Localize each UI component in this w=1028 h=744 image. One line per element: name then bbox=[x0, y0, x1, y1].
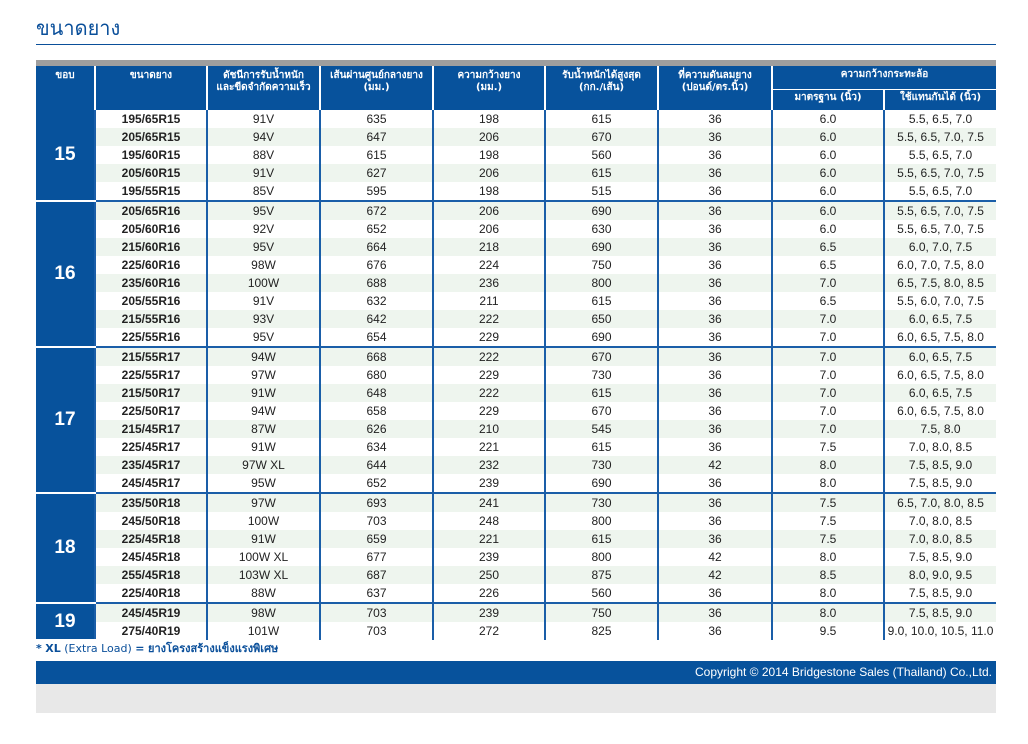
cell-size: 195/65R15 bbox=[95, 110, 207, 128]
cell-pressure: 36 bbox=[658, 182, 772, 201]
table-row bbox=[36, 256, 996, 274]
col-header-width: ความกว้างยาง (มม.) bbox=[433, 66, 545, 110]
cell-pressure: 42 bbox=[658, 456, 772, 474]
cell-rim-alt: 5.5, 6.5, 7.0, 7.5 bbox=[884, 128, 996, 146]
cell-rim-alt: 5.5, 6.5, 7.0, 7.5 bbox=[884, 201, 996, 220]
cell-size: 215/60R16 bbox=[95, 238, 207, 256]
cell-rim-alt: 6.0, 6.5, 7.5, 8.0 bbox=[884, 328, 996, 347]
cell-rim-std: 8.0 bbox=[772, 474, 884, 493]
cell-diameter: 637 bbox=[320, 584, 433, 603]
cell-size: 255/45R18 bbox=[95, 566, 207, 584]
cell-load-index: 87W bbox=[207, 420, 320, 438]
cell-load-index: 95V bbox=[207, 238, 320, 256]
cell-rim-alt: 6.0, 7.0, 7.5, 8.0 bbox=[884, 256, 996, 274]
cell-pressure: 36 bbox=[658, 256, 772, 274]
cell-max-load: 615 bbox=[545, 438, 658, 456]
cell-width: 211 bbox=[433, 292, 545, 310]
cell-width: 229 bbox=[433, 366, 545, 384]
cell-max-load: 875 bbox=[545, 566, 658, 584]
cell-load-index: 94V bbox=[207, 128, 320, 146]
table-row bbox=[36, 328, 996, 347]
table-row bbox=[36, 310, 996, 328]
cell-rim-alt: 5.5, 6.5, 7.0 bbox=[884, 146, 996, 164]
cell-max-load: 545 bbox=[545, 420, 658, 438]
cell-diameter: 626 bbox=[320, 420, 433, 438]
table-row bbox=[36, 530, 996, 548]
cell-load-index: 95V bbox=[207, 328, 320, 347]
cell-size: 205/65R15 bbox=[95, 128, 207, 146]
cell-size: 235/60R16 bbox=[95, 274, 207, 292]
cell-rim-alt: 6.0, 6.5, 7.5, 8.0 bbox=[884, 402, 996, 420]
cell-width: 206 bbox=[433, 220, 545, 238]
cell-rim-alt: 6.0, 7.0, 7.5 bbox=[884, 238, 996, 256]
table-row bbox=[36, 493, 996, 512]
cell-size: 215/50R17 bbox=[95, 384, 207, 402]
cell-max-load: 825 bbox=[545, 622, 658, 640]
cell-width: 250 bbox=[433, 566, 545, 584]
cell-diameter: 703 bbox=[320, 603, 433, 622]
cell-max-load: 615 bbox=[545, 384, 658, 402]
cell-pressure: 36 bbox=[658, 310, 772, 328]
cell-rim-alt: 6.5, 7.0, 8.0, 8.5 bbox=[884, 493, 996, 512]
cell-rim-std: 9.5 bbox=[772, 622, 884, 640]
cell-rim-alt: 5.5, 6.5, 7.0 bbox=[884, 182, 996, 201]
col-header-load-index: ดัชนีการรับน้ำหนัก และขีดจำกัดความเร็ว bbox=[207, 66, 320, 110]
note-xl: XL bbox=[45, 642, 61, 655]
note-equals: = bbox=[135, 642, 145, 655]
cell-max-load: 615 bbox=[545, 110, 658, 128]
cell-load-index: 88V bbox=[207, 146, 320, 164]
cell-rim-alt: 6.0, 6.5, 7.5 bbox=[884, 347, 996, 366]
footer-bar bbox=[36, 661, 996, 684]
cell-load-index: 97W bbox=[207, 493, 320, 512]
cell-load-index: 91W bbox=[207, 530, 320, 548]
cell-pressure: 36 bbox=[658, 530, 772, 548]
cell-pressure: 36 bbox=[658, 220, 772, 238]
cell-width: 229 bbox=[433, 328, 545, 347]
cell-rim-std: 7.0 bbox=[772, 347, 884, 366]
cell-diameter: 703 bbox=[320, 512, 433, 530]
cell-size: 275/40R19 bbox=[95, 622, 207, 640]
cell-max-load: 800 bbox=[545, 548, 658, 566]
cell-load-index: 91V bbox=[207, 164, 320, 182]
table-row bbox=[36, 292, 996, 310]
cell-rim-std: 8.5 bbox=[772, 566, 884, 584]
cell-width: 239 bbox=[433, 548, 545, 566]
cell-rim-std: 6.0 bbox=[772, 110, 884, 128]
cell-max-load: 615 bbox=[545, 530, 658, 548]
cell-max-load: 730 bbox=[545, 493, 658, 512]
cell-width: 272 bbox=[433, 622, 545, 640]
cell-max-load: 800 bbox=[545, 512, 658, 530]
cell-max-load: 560 bbox=[545, 584, 658, 603]
cell-width: 241 bbox=[433, 493, 545, 512]
cell-max-load: 730 bbox=[545, 456, 658, 474]
cell-load-index: 95V bbox=[207, 201, 320, 220]
cell-pressure: 36 bbox=[658, 292, 772, 310]
cell-pressure: 36 bbox=[658, 274, 772, 292]
cell-diameter: 615 bbox=[320, 146, 433, 164]
table-row bbox=[36, 128, 996, 146]
cell-pressure: 36 bbox=[658, 201, 772, 220]
cell-pressure: 36 bbox=[658, 238, 772, 256]
cell-width: 206 bbox=[433, 164, 545, 182]
cell-size: 205/60R16 bbox=[95, 220, 207, 238]
cell-pressure: 42 bbox=[658, 566, 772, 584]
cell-width: 222 bbox=[433, 310, 545, 328]
cell-size: 205/55R16 bbox=[95, 292, 207, 310]
cell-rim-std: 7.5 bbox=[772, 530, 884, 548]
cell-load-index: 98W bbox=[207, 256, 320, 274]
table-row bbox=[36, 402, 996, 420]
cell-rim-std: 7.0 bbox=[772, 384, 884, 402]
cell-load-index: 91W bbox=[207, 438, 320, 456]
footer-gray-bar bbox=[36, 684, 996, 713]
table-row bbox=[36, 566, 996, 584]
table-row bbox=[36, 603, 996, 622]
cell-diameter: 703 bbox=[320, 622, 433, 640]
cell-max-load: 670 bbox=[545, 402, 658, 420]
table-row bbox=[36, 182, 996, 201]
cell-size: 215/55R16 bbox=[95, 310, 207, 328]
cell-width: 222 bbox=[433, 347, 545, 366]
cell-width: 198 bbox=[433, 110, 545, 128]
cell-max-load: 670 bbox=[545, 347, 658, 366]
cell-pressure: 42 bbox=[658, 548, 772, 566]
cell-pressure: 36 bbox=[658, 512, 772, 530]
cell-pressure: 36 bbox=[658, 146, 772, 164]
cell-pressure: 36 bbox=[658, 622, 772, 640]
col-header-rim-alt: ใช้แทนกันได้ (นิ้ว) bbox=[884, 90, 996, 110]
cell-width: 248 bbox=[433, 512, 545, 530]
table-row bbox=[36, 238, 996, 256]
cell-load-index: 91W bbox=[207, 384, 320, 402]
cell-rim-alt: 6.0, 6.5, 7.5 bbox=[884, 310, 996, 328]
table-row bbox=[36, 220, 996, 238]
note-extra-load: (Extra Load) bbox=[64, 642, 132, 655]
table-row bbox=[36, 347, 996, 366]
cell-rim-alt: 8.0, 9.0, 9.5 bbox=[884, 566, 996, 584]
table-row bbox=[36, 366, 996, 384]
cell-rim-std: 6.0 bbox=[772, 164, 884, 182]
cell-pressure: 36 bbox=[658, 584, 772, 603]
cell-diameter: 693 bbox=[320, 493, 433, 512]
cell-max-load: 690 bbox=[545, 328, 658, 347]
cell-rim-std: 8.0 bbox=[772, 603, 884, 622]
cell-size: 195/60R15 bbox=[95, 146, 207, 164]
cell-size: 245/45R17 bbox=[95, 474, 207, 493]
cell-rim-alt: 9.0, 10.0, 10.5, 11.0 bbox=[884, 622, 996, 640]
cell-size: 195/55R15 bbox=[95, 182, 207, 201]
cell-diameter: 642 bbox=[320, 310, 433, 328]
cell-rim-std: 7.0 bbox=[772, 310, 884, 328]
cell-load-index: 92V bbox=[207, 220, 320, 238]
cell-load-index: 85V bbox=[207, 182, 320, 201]
cell-load-index: 93V bbox=[207, 310, 320, 328]
cell-rim-std: 6.5 bbox=[772, 238, 884, 256]
cell-load-index: 91V bbox=[207, 110, 320, 128]
col-header-max-load: รับน้ำหนักได้สูงสุด (กก./เส้น) bbox=[545, 66, 658, 110]
cell-pressure: 36 bbox=[658, 402, 772, 420]
cell-rim-alt: 7.0, 8.0, 8.5 bbox=[884, 512, 996, 530]
table-row bbox=[36, 548, 996, 566]
cell-rim-alt: 7.5, 8.5, 9.0 bbox=[884, 584, 996, 603]
cell-diameter: 647 bbox=[320, 128, 433, 146]
cell-size: 225/55R16 bbox=[95, 328, 207, 347]
cell-max-load: 615 bbox=[545, 164, 658, 182]
cell-size: 225/50R17 bbox=[95, 402, 207, 420]
table-row bbox=[36, 146, 996, 164]
cell-diameter: 688 bbox=[320, 274, 433, 292]
cell-max-load: 750 bbox=[545, 256, 658, 274]
cell-width: 206 bbox=[433, 201, 545, 220]
cell-width: 221 bbox=[433, 530, 545, 548]
col-header-rim-std: มาตรฐาน (นิ้ว) bbox=[772, 90, 884, 110]
cell-size: 205/65R16 bbox=[95, 201, 207, 220]
cell-pressure: 36 bbox=[658, 603, 772, 622]
cell-diameter: 635 bbox=[320, 110, 433, 128]
table-row bbox=[36, 420, 996, 438]
cell-rim-std: 6.5 bbox=[772, 256, 884, 274]
col-header-rim-width: ความกว้างกระทะล้อ bbox=[772, 66, 996, 90]
cell-load-index: 101W bbox=[207, 622, 320, 640]
cell-rim-alt: 7.5, 8.5, 9.0 bbox=[884, 548, 996, 566]
cell-diameter: 672 bbox=[320, 201, 433, 220]
cell-rim-alt: 6.5, 7.5, 8.0, 8.5 bbox=[884, 274, 996, 292]
cell-diameter: 652 bbox=[320, 220, 433, 238]
cell-max-load: 690 bbox=[545, 201, 658, 220]
cell-rim-std: 6.0 bbox=[772, 220, 884, 238]
cell-diameter: 644 bbox=[320, 456, 433, 474]
cell-size: 215/55R17 bbox=[95, 347, 207, 366]
rim-size-cell: 18 bbox=[36, 493, 95, 603]
copyright-text: Copyright © 2014 Bridgestone Sales (Thailand) Co.,Ltd. bbox=[694, 665, 992, 679]
cell-load-index: 100W bbox=[207, 274, 320, 292]
cell-rim-std: 7.5 bbox=[772, 493, 884, 512]
cell-rim-alt: 5.5, 6.5, 7.0 bbox=[884, 110, 996, 128]
cell-max-load: 515 bbox=[545, 182, 658, 201]
cell-load-index: 94W bbox=[207, 402, 320, 420]
cell-diameter: 676 bbox=[320, 256, 433, 274]
cell-rim-alt: 7.5, 8.5, 9.0 bbox=[884, 474, 996, 493]
cell-size: 225/60R16 bbox=[95, 256, 207, 274]
cell-pressure: 36 bbox=[658, 128, 772, 146]
cell-size: 245/50R18 bbox=[95, 512, 207, 530]
cell-width: 206 bbox=[433, 128, 545, 146]
rim-size-cell: 19 bbox=[36, 603, 95, 640]
cell-width: 222 bbox=[433, 384, 545, 402]
cell-rim-alt: 5.5, 6.5, 7.0, 7.5 bbox=[884, 164, 996, 182]
cell-pressure: 36 bbox=[658, 347, 772, 366]
cell-rim-alt: 6.0, 6.5, 7.5 bbox=[884, 384, 996, 402]
table-body bbox=[36, 110, 996, 640]
cell-diameter: 659 bbox=[320, 530, 433, 548]
table-row bbox=[36, 584, 996, 603]
cell-rim-alt: 6.0, 6.5, 7.5, 8.0 bbox=[884, 366, 996, 384]
cell-size: 205/60R15 bbox=[95, 164, 207, 182]
table-row bbox=[36, 474, 996, 493]
cell-diameter: 680 bbox=[320, 366, 433, 384]
table-row bbox=[36, 201, 996, 220]
cell-load-index: 88W bbox=[207, 584, 320, 603]
cell-max-load: 690 bbox=[545, 238, 658, 256]
cell-load-index: 94W bbox=[207, 347, 320, 366]
cell-rim-std: 6.0 bbox=[772, 146, 884, 164]
cell-load-index: 97W XL bbox=[207, 456, 320, 474]
cell-rim-std: 7.5 bbox=[772, 438, 884, 456]
rim-size-cell: 17 bbox=[36, 347, 95, 493]
cell-rim-std: 7.0 bbox=[772, 366, 884, 384]
tire-size-table bbox=[36, 66, 996, 641]
cell-rim-std: 7.0 bbox=[772, 328, 884, 347]
cell-diameter: 595 bbox=[320, 182, 433, 201]
cell-diameter: 664 bbox=[320, 238, 433, 256]
cell-load-index: 97W bbox=[207, 366, 320, 384]
cell-diameter: 654 bbox=[320, 328, 433, 347]
table-row bbox=[36, 274, 996, 292]
cell-size: 245/45R18 bbox=[95, 548, 207, 566]
cell-diameter: 677 bbox=[320, 548, 433, 566]
cell-max-load: 630 bbox=[545, 220, 658, 238]
cell-rim-std: 7.5 bbox=[772, 512, 884, 530]
cell-size: 245/45R19 bbox=[95, 603, 207, 622]
cell-diameter: 658 bbox=[320, 402, 433, 420]
title-divider bbox=[36, 44, 996, 45]
cell-max-load: 560 bbox=[545, 146, 658, 164]
cell-rim-alt: 7.5, 8.5, 9.0 bbox=[884, 456, 996, 474]
cell-width: 198 bbox=[433, 182, 545, 201]
cell-max-load: 670 bbox=[545, 128, 658, 146]
col-header-size: ขนาดยาง bbox=[95, 66, 207, 110]
cell-width: 239 bbox=[433, 474, 545, 493]
cell-rim-std: 8.0 bbox=[772, 548, 884, 566]
cell-load-index: 95W bbox=[207, 474, 320, 493]
table-row bbox=[36, 110, 996, 128]
cell-width: 198 bbox=[433, 146, 545, 164]
cell-size: 215/45R17 bbox=[95, 420, 207, 438]
rim-size-cell: 15 bbox=[36, 110, 95, 201]
col-header-rim: ขอบ bbox=[36, 66, 95, 110]
cell-pressure: 36 bbox=[658, 328, 772, 347]
note-meaning: ยางโครงสร้างแข็งแรงพิเศษ bbox=[148, 642, 279, 655]
table-row bbox=[36, 622, 996, 640]
cell-diameter: 668 bbox=[320, 347, 433, 366]
cell-size: 225/40R18 bbox=[95, 584, 207, 603]
table-row bbox=[36, 164, 996, 182]
cell-rim-alt: 5.5, 6.0, 7.0, 7.5 bbox=[884, 292, 996, 310]
page-title: ขนาดยาง bbox=[36, 16, 121, 40]
table-row bbox=[36, 438, 996, 456]
cell-size: 225/45R17 bbox=[95, 438, 207, 456]
cell-max-load: 615 bbox=[545, 292, 658, 310]
cell-size: 225/45R18 bbox=[95, 530, 207, 548]
cell-width: 224 bbox=[433, 256, 545, 274]
cell-size: 235/50R18 bbox=[95, 493, 207, 512]
cell-rim-std: 8.0 bbox=[772, 456, 884, 474]
cell-rim-std: 6.0 bbox=[772, 201, 884, 220]
cell-diameter: 634 bbox=[320, 438, 433, 456]
cell-max-load: 650 bbox=[545, 310, 658, 328]
cell-rim-alt: 5.5, 6.5, 7.0, 7.5 bbox=[884, 220, 996, 238]
cell-load-index: 103W XL bbox=[207, 566, 320, 584]
cell-rim-std: 8.0 bbox=[772, 584, 884, 603]
cell-rim-std: 6.0 bbox=[772, 182, 884, 201]
cell-load-index: 98W bbox=[207, 603, 320, 622]
cell-size: 225/55R17 bbox=[95, 366, 207, 384]
cell-rim-std: 7.0 bbox=[772, 420, 884, 438]
cell-load-index: 100W bbox=[207, 512, 320, 530]
cell-size: 235/45R17 bbox=[95, 456, 207, 474]
cell-load-index: 91V bbox=[207, 292, 320, 310]
cell-width: 210 bbox=[433, 420, 545, 438]
cell-rim-alt: 7.5, 8.5, 9.0 bbox=[884, 603, 996, 622]
col-header-diameter: เส้นผ่านศูนย์กลางยาง (มม.) bbox=[320, 66, 433, 110]
cell-width: 229 bbox=[433, 402, 545, 420]
cell-rim-std: 6.5 bbox=[772, 292, 884, 310]
footnote bbox=[36, 639, 278, 657]
cell-max-load: 750 bbox=[545, 603, 658, 622]
cell-load-index: 100W XL bbox=[207, 548, 320, 566]
cell-pressure: 36 bbox=[658, 164, 772, 182]
cell-pressure: 36 bbox=[658, 493, 772, 512]
cell-rim-std: 7.0 bbox=[772, 274, 884, 292]
cell-pressure: 36 bbox=[658, 420, 772, 438]
cell-rim-std: 7.0 bbox=[772, 402, 884, 420]
cell-width: 221 bbox=[433, 438, 545, 456]
cell-width: 232 bbox=[433, 456, 545, 474]
cell-width: 236 bbox=[433, 274, 545, 292]
note-star: * bbox=[36, 642, 42, 655]
col-header-pressure: ที่ความดันลมยาง (ปอนด์/ตร.นิ้ว) bbox=[658, 66, 772, 110]
cell-diameter: 632 bbox=[320, 292, 433, 310]
cell-pressure: 36 bbox=[658, 110, 772, 128]
cell-max-load: 690 bbox=[545, 474, 658, 493]
cell-width: 226 bbox=[433, 584, 545, 603]
cell-rim-alt: 7.0, 8.0, 8.5 bbox=[884, 438, 996, 456]
cell-rim-alt: 7.0, 8.0, 8.5 bbox=[884, 530, 996, 548]
cell-diameter: 627 bbox=[320, 164, 433, 182]
cell-rim-alt: 7.5, 8.0 bbox=[884, 420, 996, 438]
table-row bbox=[36, 512, 996, 530]
table-row bbox=[36, 456, 996, 474]
cell-pressure: 36 bbox=[658, 474, 772, 493]
cell-max-load: 730 bbox=[545, 366, 658, 384]
cell-max-load: 800 bbox=[545, 274, 658, 292]
cell-rim-std: 6.0 bbox=[772, 128, 884, 146]
cell-diameter: 648 bbox=[320, 384, 433, 402]
cell-pressure: 36 bbox=[658, 366, 772, 384]
cell-width: 218 bbox=[433, 238, 545, 256]
cell-pressure: 36 bbox=[658, 438, 772, 456]
rim-size-cell: 16 bbox=[36, 201, 95, 347]
cell-pressure: 36 bbox=[658, 384, 772, 402]
cell-width: 239 bbox=[433, 603, 545, 622]
cell-diameter: 687 bbox=[320, 566, 433, 584]
table-row bbox=[36, 384, 996, 402]
cell-diameter: 652 bbox=[320, 474, 433, 493]
